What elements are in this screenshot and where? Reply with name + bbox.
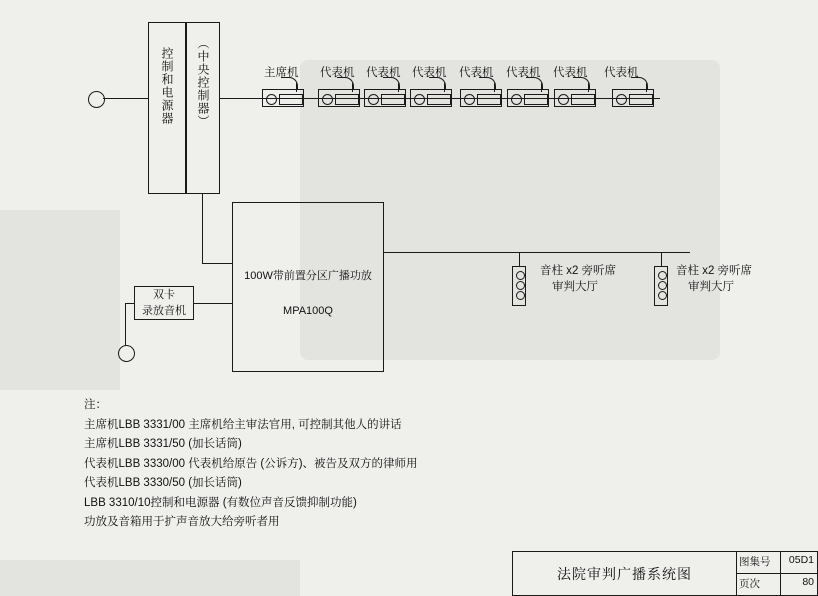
mic-symbol-lower-left: [118, 345, 135, 362]
mic-stem-1: [296, 83, 297, 92]
mic-stem-4: [444, 83, 445, 92]
wire-bus-to-speaker-2: [661, 252, 662, 266]
wire-topleft-to-controller: [103, 98, 149, 99]
wire-lowerleft-vertical: [125, 303, 126, 346]
mic-label-8: 代表机: [604, 67, 639, 79]
mic-stem-6: [541, 83, 542, 92]
mic-unit-3: [364, 89, 406, 107]
title-block-row-1: [737, 552, 817, 574]
mic-stem-5: [494, 83, 495, 92]
speaker-label-2: [676, 263, 752, 295]
mic-unit-1: [262, 89, 304, 107]
mic-label-2: 代表机: [320, 67, 355, 79]
amplifier-box: [232, 202, 384, 372]
speaker-label-1-line2: 审判大厅: [552, 281, 598, 293]
note-line-5: LBB 3310/10控制和电源器 (有数位声音反馈抑制功能): [84, 496, 357, 509]
mic-stem-7: [588, 83, 589, 92]
speaker-label-1-line1: 音柱 x2 旁听席: [540, 265, 617, 277]
wire-controller-amp-horizontal: [202, 263, 233, 264]
mic-stem-3: [398, 83, 399, 92]
speaker-column-2: [654, 266, 668, 306]
title-block-meta: [737, 552, 817, 595]
note-line-1: 主席机LBB 3331/00 主席机给主审法官用, 可控制其他人的讲话: [84, 418, 402, 431]
mic-label-3: 代表机: [366, 67, 401, 79]
notes-heading: 注：: [84, 399, 107, 411]
title-block-value-1: 05D1: [788, 554, 814, 566]
mic-label-1: 主席机: [264, 67, 299, 79]
amplifier-label-line2: MPA100Q: [283, 305, 333, 317]
mic-symbol-top-left: [88, 91, 105, 108]
wire-bus-to-speaker-1: [519, 252, 520, 266]
wire-controller-to-amplifier: [202, 194, 203, 264]
mic-stem-8: [646, 83, 647, 92]
mic-unit-8: [612, 89, 654, 107]
ghost-bleed-bottom: [0, 560, 300, 596]
wire-tape-to-amplifier: [194, 303, 233, 304]
amplifier-label-line1: 100W带前置分区广播功放: [244, 270, 372, 282]
mic-label-6: 代表机: [506, 67, 541, 79]
central-controller-box-right: [186, 22, 220, 194]
note-line-6: 功放及音箱用于扩声音放大给旁听者用: [84, 516, 280, 528]
mic-label-7: 代表机: [553, 67, 588, 79]
title-block-row-2: [737, 574, 817, 596]
note-line-4: 代表机LBB 3330/50 (加长话筒): [84, 477, 242, 489]
drawing-title: 法院审判广播系统图: [513, 552, 737, 595]
tape-deck-label-line1: 双卡: [153, 289, 175, 301]
notes-block: [84, 396, 544, 533]
note-line-3: 代表机LBB 3330/00 代表机给原告 (公诉方)、被告及双方的律师用: [84, 457, 418, 470]
speaker-column-1: [512, 266, 526, 306]
speaker-bus-line: [384, 252, 690, 253]
title-block-key-1: 图集号: [739, 556, 771, 568]
mic-label-5: 代表机: [459, 67, 494, 79]
tape-deck-box: [134, 286, 194, 320]
mic-unit-2: [318, 89, 360, 107]
mic-unit-6: [507, 89, 549, 107]
speaker-label-2-line2: 审判大厅: [688, 281, 734, 293]
ghost-bleed-left: [0, 210, 120, 390]
mic-unit-5: [460, 89, 502, 107]
central-controller-label-right: （中央控制器）: [196, 37, 210, 128]
title-block-key-2: 页次: [739, 577, 760, 590]
note-line-2: 主席机LBB 3331/50 (加长话筒): [84, 438, 242, 450]
speaker-label-1: [540, 263, 616, 295]
tape-deck-label-line2: 录放音机: [142, 305, 186, 317]
mic-label-4: 代表机: [412, 67, 447, 79]
central-controller-label-left: 控制和电源器: [160, 47, 174, 125]
title-block-value-2: 80: [802, 575, 814, 588]
central-controller-box-left: [148, 22, 186, 194]
speaker-label-2-line1: 音柱 x2 旁听席: [676, 265, 753, 277]
title-block: [512, 551, 818, 596]
mic-unit-4: [410, 89, 452, 107]
mic-stem-2: [352, 83, 353, 92]
mic-unit-7: [554, 89, 596, 107]
